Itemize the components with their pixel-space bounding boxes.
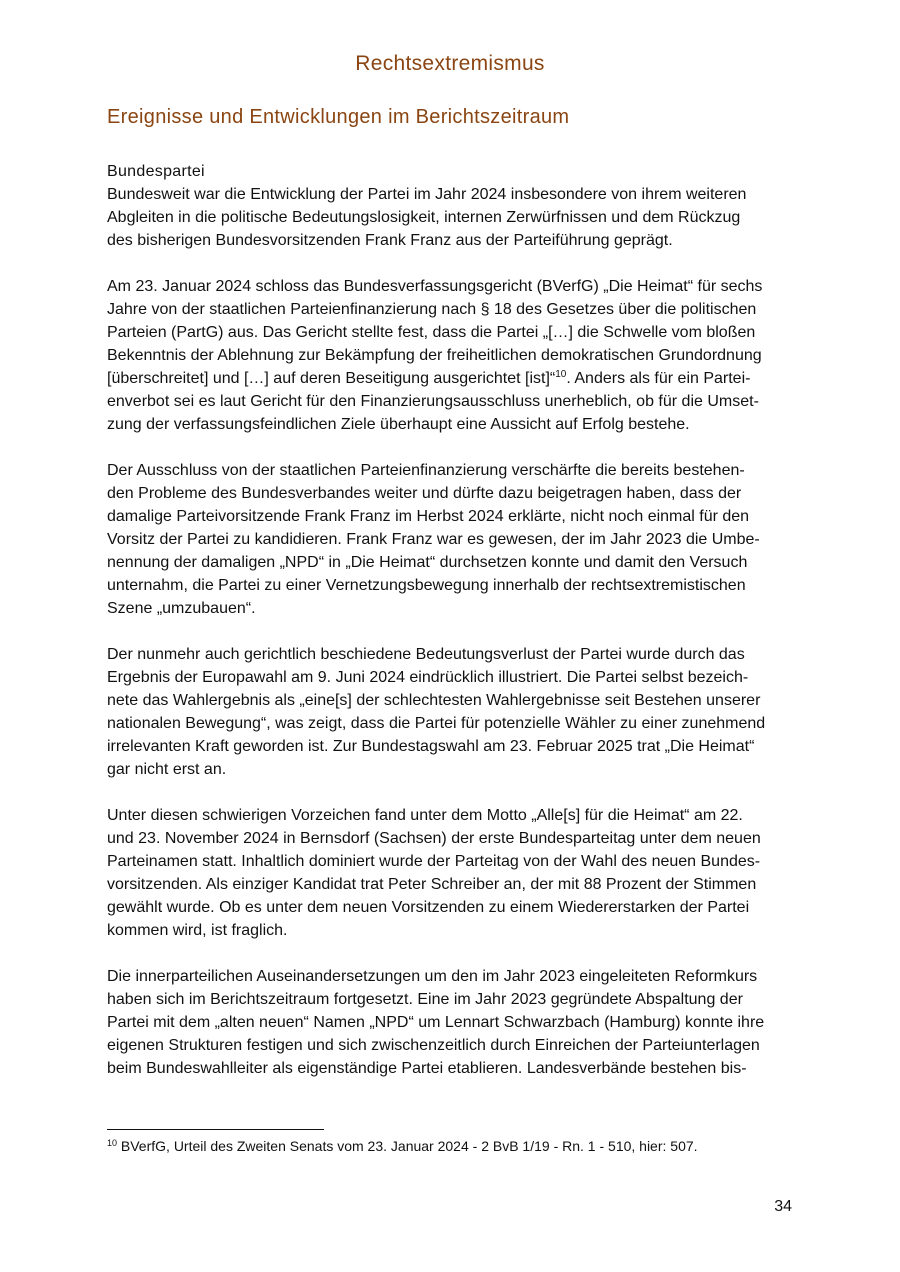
text-segment: [überschreitet] und […] auf deren Beseitigung ausgerichtet [ist]“ xyxy=(107,370,556,387)
text-line: Bundesweit war die Entwicklung der Partei im Jahr 2024 insbesondere von ihrem weiteren xyxy=(107,186,747,203)
text-line: kommen wird, ist fraglich. xyxy=(107,922,288,939)
page-number: 34 xyxy=(774,1198,792,1215)
footnote-reference[interactable]: 10 xyxy=(555,369,567,380)
text-line: zung der verfassungsfeindlichen Ziele überhaupt eine Aussicht auf Erfolg bestehe. xyxy=(107,416,690,433)
text-line: Am 23. Januar 2024 schloss das Bundesverfassungsgericht (BVerfG) „Die Heimat“ für sechs xyxy=(107,278,763,295)
text-line: enverbot sei es laut Gericht für den Finanzierungsausschluss unerheblich, ob für die Umset- xyxy=(107,393,759,410)
text-line: nationalen Bewegung“, was zeigt, dass die Partei für potenzielle Wähler zu einer zunehmend xyxy=(107,715,766,732)
footnote-separator xyxy=(107,1129,324,1130)
text-line: Die innerparteilichen Auseinandersetzungen um den im Jahr 2023 eingeleiteten Reformkurs xyxy=(107,968,758,985)
text-line: des bisherigen Bundesvorsitzenden Frank Franz aus der Parteiführung geprägt. xyxy=(107,232,673,249)
text-line: vorsitzenden. Als einziger Kandidat trat Peter Schreiber an, der mit 88 Prozent der Stimmen xyxy=(107,876,757,893)
text-line: Jahre von der staatlichen Parteienfinanzierung nach § 18 des Gesetzes über die politischen xyxy=(107,301,757,318)
paragraph-2 xyxy=(107,275,797,436)
footnote-text: BVerfG, Urteil des Zweiten Senats vom 23. Januar 2024 - 2 BvB 1/19 - Rn. 1 - 510, hier: 507. xyxy=(117,1138,698,1154)
text-line: Abgleiten in die politische Bedeutungslosigkeit, internen Zerwürfnissen und dem Rückzug xyxy=(107,209,741,226)
paragraph-1 xyxy=(107,160,797,252)
text-line: Der nunmehr auch gerichtlich beschiedene Bedeutungsverlust der Partei wurde durch das xyxy=(107,646,745,663)
paragraph-4 xyxy=(107,643,797,781)
text-line-with-footnote xyxy=(107,367,797,390)
text-line: haben sich im Berichtszeitraum fortgesetzt. Eine im Jahr 2023 gegründete Abspaltung der xyxy=(107,991,743,1008)
section-title: Ereignisse und Entwicklungen im Berichtszeitraum xyxy=(107,106,570,128)
text-line: Partei mit dem „alten neuen“ Namen „NPD“ um Lennart Schwarzbach (Hamburg) konnte ihre xyxy=(107,1014,765,1031)
page-header-title: Rechtsextremismus xyxy=(355,52,545,75)
text-line: Bekenntnis der Ablehnung zur Bekämpfung der freiheitlichen demokratischen Grundordnung xyxy=(107,347,762,364)
text-line: unternahm, die Partei zu einer Vernetzungsbewegung innerhalb der rechtsextremistischen xyxy=(107,577,746,594)
text-line: nete das Wahlergebnis als „eine[s] der schlechtesten Wahlergebnisse seit Bestehen unserer xyxy=(107,692,761,709)
text-line: nennung der damaligen „NPD“ in „Die Heimat“ durchsetzen konnte und damit den Versuch xyxy=(107,554,748,571)
paragraph-6 xyxy=(107,965,797,1080)
footnote xyxy=(107,1138,698,1154)
text-line: gewählt wurde. Ob es unter dem neuen Vorsitzenden zu einem Wiedererstarken der Partei xyxy=(107,899,750,916)
paragraph-5 xyxy=(107,804,797,942)
subheading-bundespartei: Bundespartei xyxy=(107,163,205,180)
footnote-number: 10 xyxy=(107,1138,118,1148)
text-line: Der Ausschluss von der staatlichen Parteienfinanzierung verschärfte die bereits bestehen- xyxy=(107,462,745,479)
text-line: Unter diesen schwierigen Vorzeichen fand unter dem Motto „Alle[s] für die Heimat“ am 22. xyxy=(107,807,743,824)
text-line: gar nicht erst an. xyxy=(107,761,227,778)
text-line: Vorsitz der Partei zu kandidieren. Frank Franz war es gewesen, der im Jahr 2023 die Umbe- xyxy=(107,531,760,548)
text-segment: . Anders als für ein Partei- xyxy=(566,370,751,387)
text-line: irrelevanten Kraft geworden ist. Zur Bundestagswahl am 23. Februar 2025 trat „Die Heimat“ xyxy=(107,738,755,755)
text-line: beim Bundeswahlleiter als eigenständige Partei etablieren. Landesverbände bestehen bis- xyxy=(107,1060,747,1077)
text-line: den Probleme des Bundesverbandes weiter und dürfte dazu beigetragen haben, dass der xyxy=(107,485,742,502)
text-line: eigenen Strukturen festigen und sich zwischenzeitlich durch Einreichen der Parteiunterlagen xyxy=(107,1037,760,1054)
paragraph-3 xyxy=(107,459,797,620)
text-line: und 23. November 2024 in Bernsdorf (Sachsen) der erste Bundesparteitag unter dem neuen xyxy=(107,830,761,847)
text-line: Szene „umzubauen“. xyxy=(107,600,256,617)
text-line: damalige Parteivorsitzende Frank Franz im Herbst 2024 erklärte, nicht noch einmal für den xyxy=(107,508,750,525)
text-line: Ergebnis der Europawahl am 9. Juni 2024 eindrücklich illustriert. Die Partei selbst bezeich- xyxy=(107,669,749,686)
text-line: Parteien (PartG) aus. Das Gericht stellte fest, dass die Partei „[…] die Schwelle vom bloßen xyxy=(107,324,756,341)
text-line: Parteinamen statt. Inhaltlich dominiert wurde der Parteitag von der Wahl des neuen Bundes- xyxy=(107,853,761,870)
body-text xyxy=(107,160,797,1103)
